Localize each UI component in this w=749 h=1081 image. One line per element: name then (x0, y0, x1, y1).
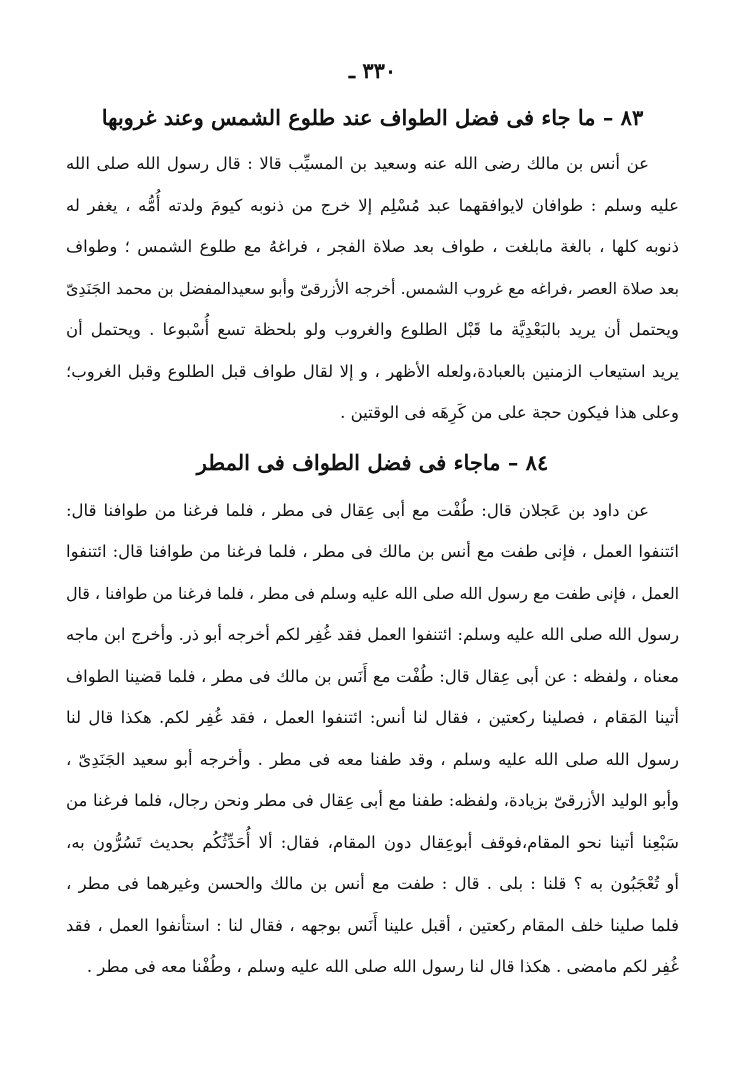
text-line: أو تُعْجَبُون به ؟ قلنا : بلى . قال : طفت مع أنس بن مالك والحسن وغيرهما فى مطر ، (66, 874, 679, 893)
page-number: ٣٣٠ ـ (348, 58, 397, 83)
text-line: فلما صلينا خلف المقام ركعتين ، أقبل علينا أَنَس بوجهه ، فقال لنا : استأنفوا العمل ، فقد (66, 915, 679, 935)
text-line: وأبو الوليد الأزرقىّ بزيادة، ولفظه: طفنا مع أبى عِقال فى مطر ونحن رجال، فلما فرغنا من (66, 791, 679, 810)
text-line: عليه وسلم : طوافان لايوافقهما عبد مُسْلِم إلا خرج من ذنوبه كيومَ ولدته أُمُّه ، يغفر له (66, 195, 679, 215)
section-body-84 (66, 490, 679, 988)
section-heading-84: ٨٤ – ماجاء فى فضل الطواف فى المطر (196, 449, 549, 475)
text-line: سَبْعِنا أتينا نحو المقام،فوقف أبوعِقال دون المقام، فقال: ألا أُحَدِّثُكُم بحديث تَسُرُّون به، (66, 832, 679, 852)
text-line: بعد صلاة العصر ،فراغه مع غروب الشمس. أخرجه الأزرقىّ وأبو سعيدالمفضل بن محمد الجَنَدِىّ (66, 278, 679, 298)
text-line: ذنوبه كلها ، بالغة مابلغت ، طواف بعد صلاة الفجر ، فراغهُ مع طلوع الشمس ؛ وطواف (66, 237, 679, 256)
text-line: العمل ، فإنى طفت مع رسول الله صلى الله عليه وسلم فى مطر ، فلما فرغنا من طوافنا ، قال (66, 583, 679, 603)
text-line: ائتنفوا العمل ، فإنى طفت مع أنس بن مالك فى مطر ، فلما فرغنا من طوافنا قال: ائتنفوا (66, 542, 679, 561)
text-line: يريد استيعاب الزمنين بالعبادة،ولعله الأظهر ، و إلا لقال طواف قبل الطلوع وقبل الغروب؛ (66, 361, 679, 381)
text-line: غُفِر لكم مامضى . هكذا قال لنا رسول الله صلى الله عليه وسلم ، وطُفْنا معه فى مطر . (86, 957, 679, 976)
text-line: رسول الله صلى الله عليه وسلم ، وقد طفنا معه فى مطر . وأخرجه أبو سعيد الجَنَدِىّ ، (66, 749, 679, 769)
text-line: وعلى هذا فيكون حجة على من كَرِهَه فى الوقتين . (340, 403, 679, 422)
text-line: معناه ، ولفظه : عن أبى عِقال قال: طُفْت مع أَنَس بن مالك فى مطر ، فلما قضينا الطواف (66, 666, 679, 686)
text-line: رسول الله صلى الله عليه وسلم: ائتنفوا العمل فقد غُفِر لكم أخرجه أبو ذر. وأخرج ابن ماجه (66, 625, 679, 644)
text-line: عن أنس بن مالك رضى الله عنه وسعيد بن المسيِّب قالا : قال رسول الله صلى الله (66, 154, 649, 173)
section-heading-83: ٨٣ – ما جاء فى فضل الطواف عند طلوع الشمس وعند غروبها (101, 105, 644, 130)
text-line: ويحتمل أن يريد بالبَعْدِيَّة ما قَبْل الطلوع والغروب ولو بلحظة تسع أُسْبوعا . ويحتمل أن (66, 320, 679, 339)
text-line: أتينا المَقام ، فصلينا ركعتين ، فقال لنا أنس: ائتنفوا العمل ، فقد غُفِر لكم. هكذا قال لنا (66, 708, 679, 727)
section-body-83 (66, 143, 679, 434)
text-line: عن داود بن عَجلان قال: طُفْت مع أبى عِقال فى مطر ، فلما فرغنا من طوافنا قال: (66, 500, 649, 520)
